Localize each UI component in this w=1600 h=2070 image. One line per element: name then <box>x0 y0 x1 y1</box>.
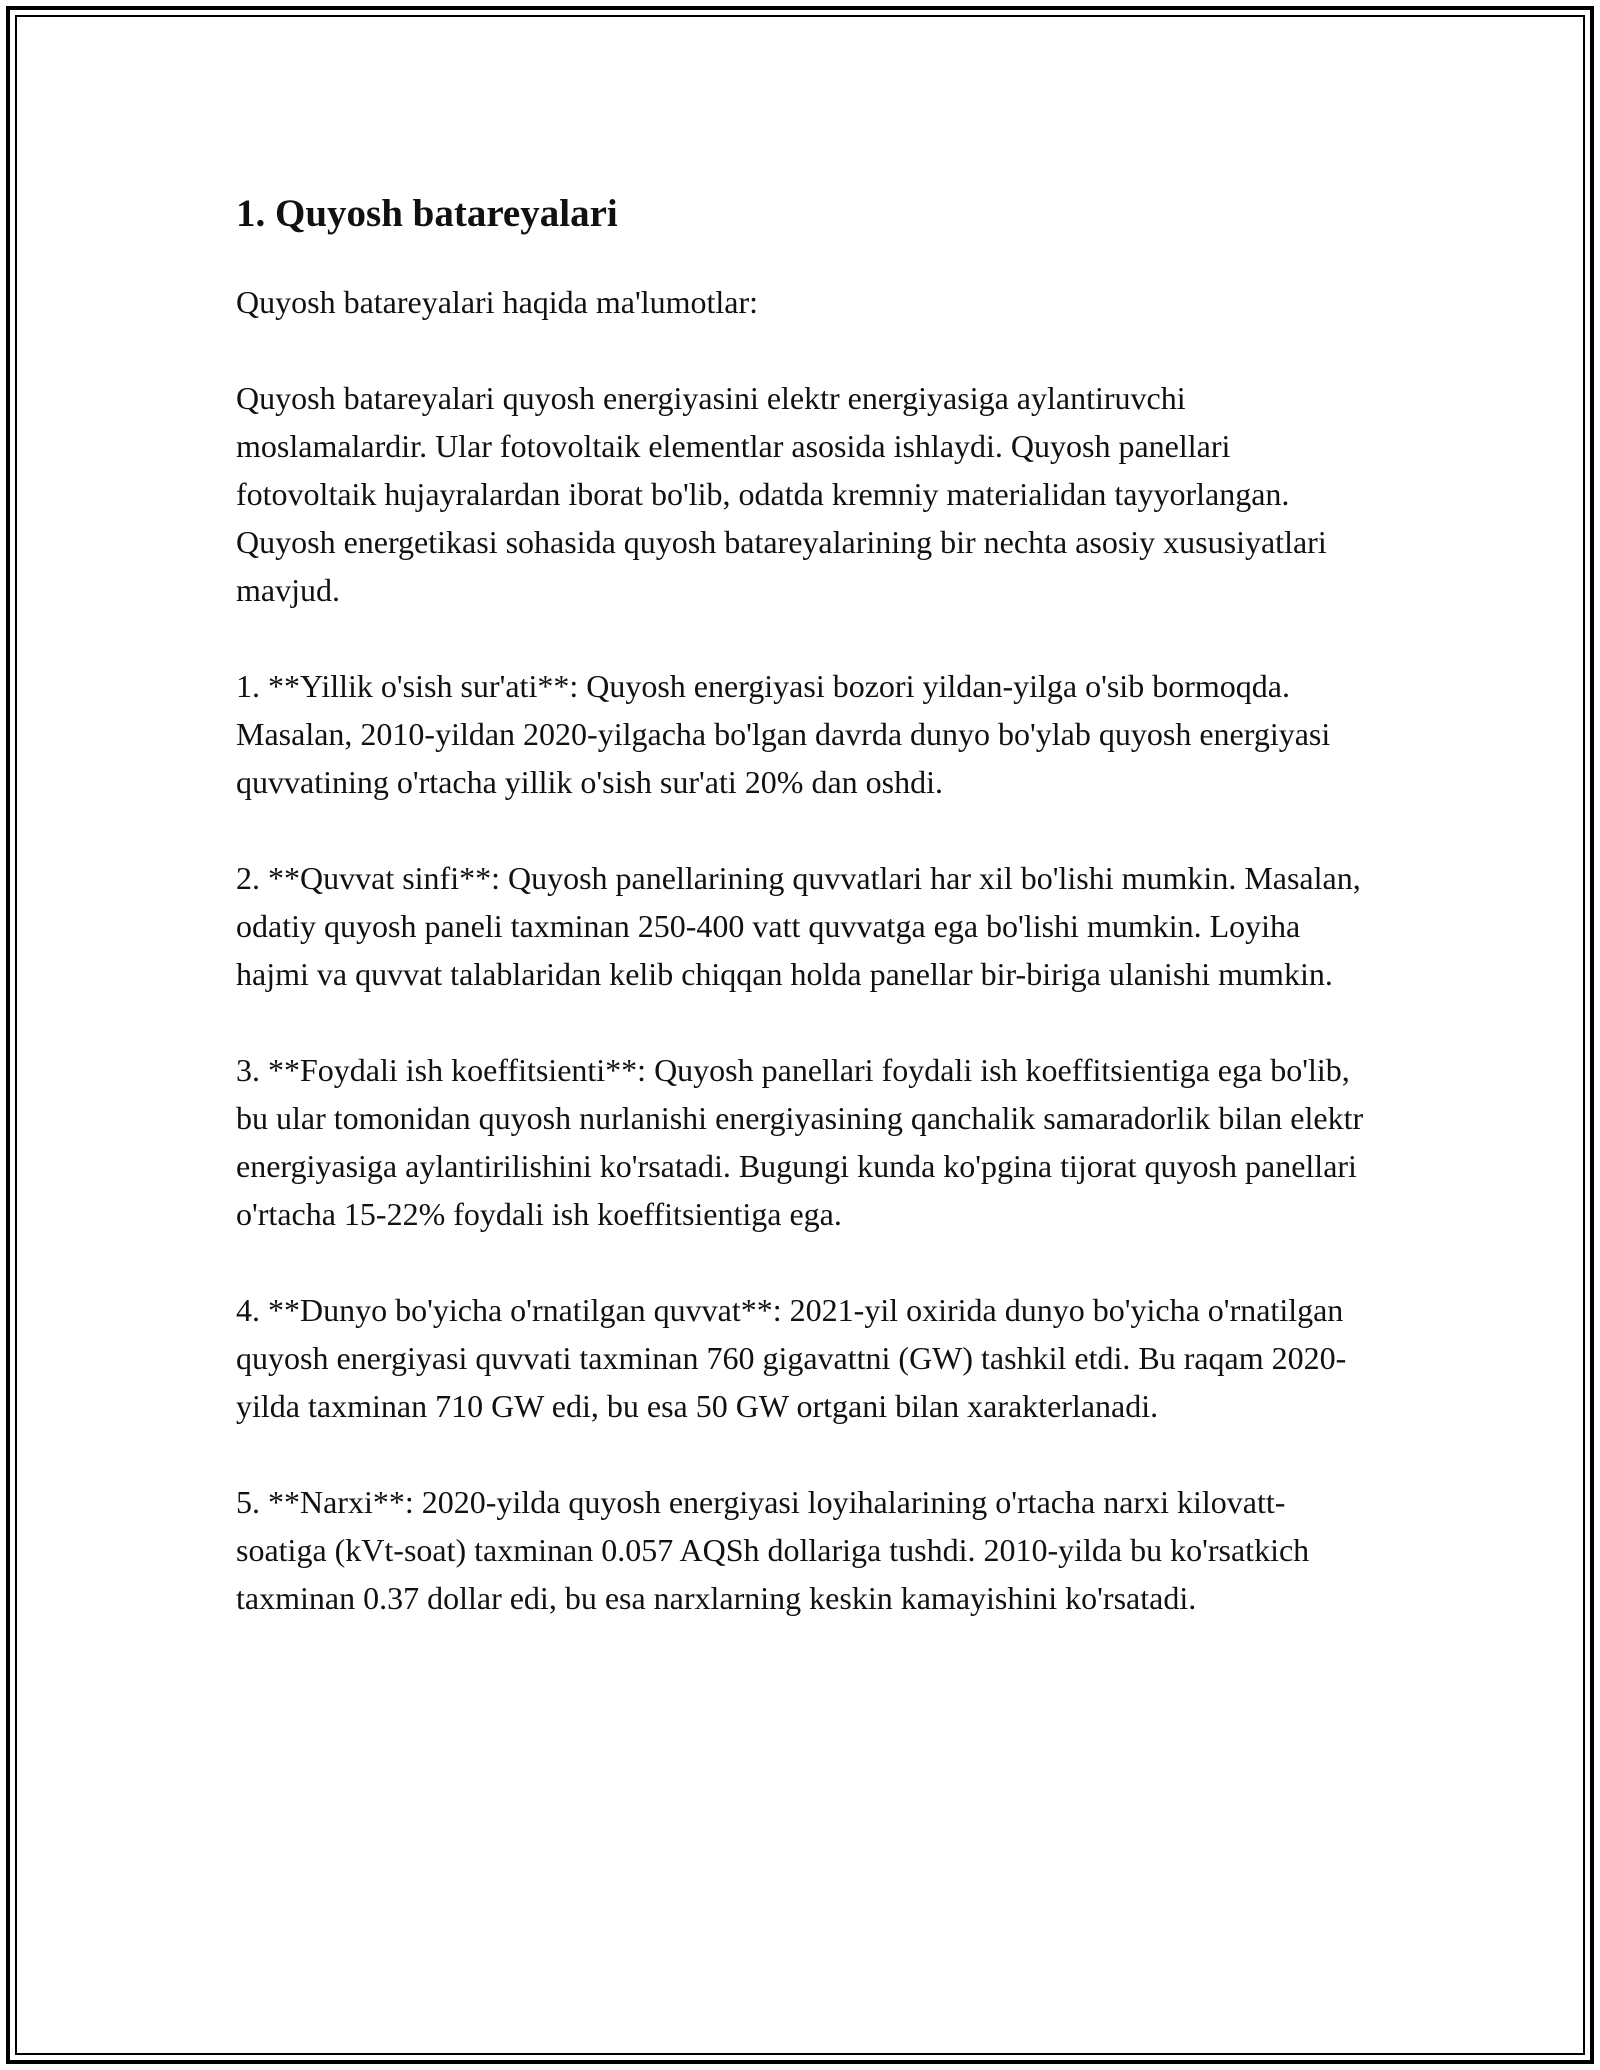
paragraph-price: 5. **Narxi**: 2020-yilda quyosh energiyasi loyihalarining o'rtacha narxi kilovatt-soatiga (kVt-soat) taxminan 0.057 AQSh dollariga tushdi. 2010-yilda bu ko'rsatkich taxminan 0.37 dollar edi, bu esa narxlarning keskin kamayishini ko'rsatadi. <box>236 1484 1310 1616</box>
paragraph-efficiency: 3. **Foydali ish koeffitsienti**: Quyosh panellari foydali ish koeffitsientiga ega bo'lib, bu ular tomonidan quyosh nurlanishi energiyasining qanchalik samaradorlik bilan elektr energiyasiga aylantirilishini ko'rsatadi. Bugungi kunda ko'pgina tijorat quyosh panellari o'rtacha 15-22% foydali ish koeffitsientiga ega. <box>236 1052 1364 1232</box>
document-body <box>236 186 1366 1670</box>
paragraph-growth-rate: 1. **Yillik o'sish sur'ati**: Quyosh energiyasi bozori yildan-yilga o'sib bormoqda. Masalan, 2010-yildan 2020-yilgacha bo'lgan davrda dunyo bo'ylab quyosh energiyasi quvvatining o'rtacha yillik o'sish sur'ati 20% dan oshdi. <box>236 668 1331 800</box>
intro-line: Quyosh batareyalari haqida ma'lumotlar: <box>236 284 759 320</box>
paragraph-power-class: 2. **Quvvat sinfi**: Quyosh panellarining quvvatlari har xil bo'lishi mumkin. Masalan, odatiy quyosh paneli taxminan 250-400 vatt quvvatga ega bo'lishi mumkin. Loyiha hajmi va quvvat talablaridan kelib chiqqan holda panellar bir-biriga ulanishi mumkin. <box>236 860 1361 992</box>
paragraph-installed-capacity: 4. **Dunyo bo'yicha o'rnatilgan quvvat**: 2021-yil oxirida dunyo bo'yicha o'rnatilgan quyosh energiyasi quvvati taxminan 760 gigavattni (GW) tashkil etdi. Bu raqam 2020-yilda taxminan 710 GW edi, bu esa 50 GW ortgani bilan xarakterlanadi. <box>236 1292 1347 1424</box>
section-heading: 1. Quyosh batareyalari <box>236 192 618 235</box>
paragraph-overview: Quyosh batareyalari quyosh energiyasini elektr energiyasiga aylantiruvchi moslamalardir. Ular fotovoltaik elementlar asosida ishlaydi. Quyosh panellari fotovoltaik hujayralardan iborat bo'lib, odatda kremniy materialidan tayyorlangan. Quyosh energetikasi sohasida quyosh batareyalarining bir nechta asosiy xususiyatlari mavjud. <box>236 380 1327 608</box>
